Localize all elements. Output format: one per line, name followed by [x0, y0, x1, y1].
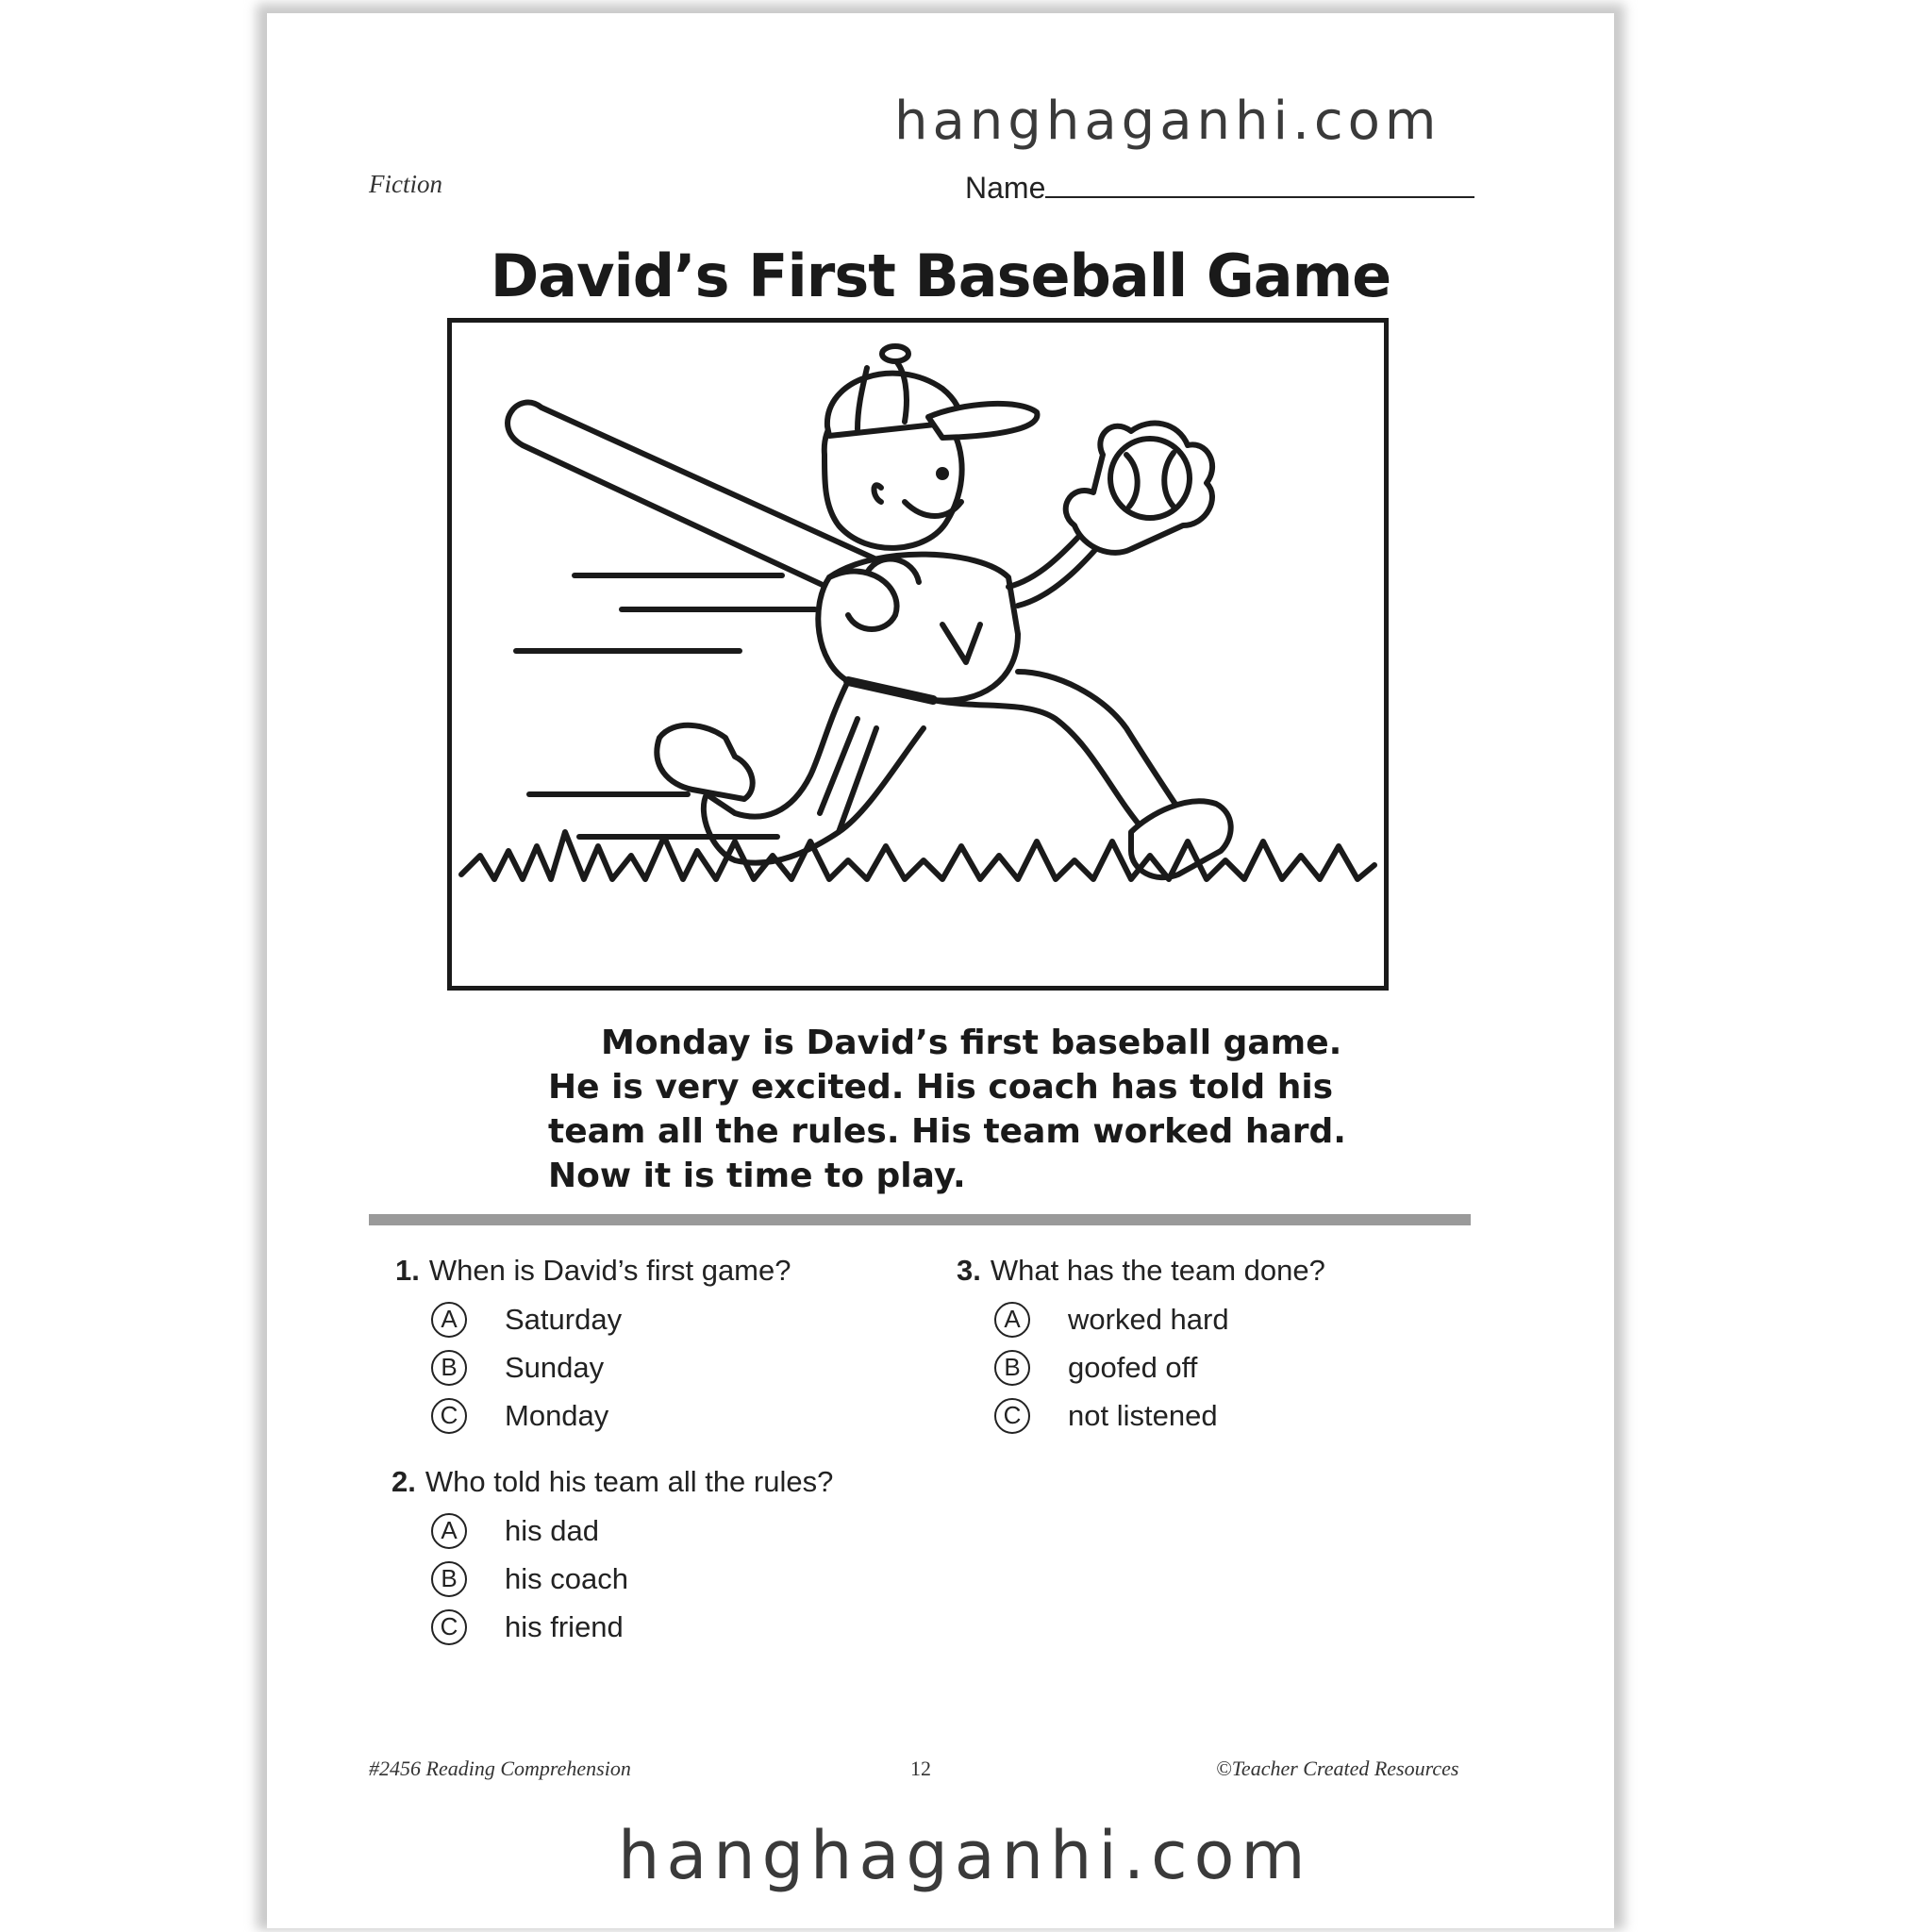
watermark-top: hanghaganhi.com	[894, 91, 1441, 152]
question-1	[395, 1252, 791, 1440]
question-3	[957, 1252, 1325, 1440]
answer-bubble[interactable]: A	[431, 1513, 467, 1549]
genre-label: Fiction	[369, 170, 442, 198]
answer-bubble[interactable]: B	[431, 1350, 467, 1386]
answer-text: his coach	[505, 1561, 628, 1595]
name-label: Name	[965, 171, 1046, 205]
answer-bubble[interactable]: A	[431, 1302, 467, 1338]
footer-page-number: 12	[910, 1757, 931, 1780]
answer-text: Sunday	[505, 1350, 605, 1384]
page-title: David’s First Baseball Game	[490, 242, 1391, 310]
answer-text: worked hard	[1068, 1302, 1229, 1336]
answer-choice[interactable]	[994, 1343, 1325, 1391]
story-line: He is very excited. His coach has told his	[548, 1068, 1334, 1107]
story-passage	[548, 1021, 1346, 1198]
section-divider	[369, 1214, 1471, 1225]
answer-bubble[interactable]: B	[994, 1350, 1030, 1386]
footer-copyright: ©Teacher Created Resources	[1216, 1757, 1459, 1780]
question-number: 2.	[391, 1465, 416, 1498]
story-line: team all the rules. His team worked hard.	[548, 1112, 1346, 1151]
question-text: Who told his team all the rules?	[425, 1465, 834, 1498]
answer-choice[interactable]	[994, 1295, 1325, 1343]
answer-choice[interactable]	[431, 1391, 791, 1440]
answer-bubble[interactable]: C	[431, 1398, 467, 1434]
question-text: When is David’s first game?	[428, 1254, 791, 1287]
story-line: Now it is time to play.	[548, 1157, 966, 1195]
answer-choice[interactable]	[431, 1295, 791, 1343]
answer-text: his dad	[505, 1513, 599, 1547]
question-number: 1.	[395, 1254, 420, 1287]
question-number: 3.	[957, 1254, 981, 1287]
answer-bubble[interactable]: B	[431, 1561, 467, 1597]
answer-bubble[interactable]: C	[994, 1398, 1030, 1434]
question-prompt	[391, 1463, 833, 1501]
answer-text: Monday	[505, 1398, 609, 1432]
footer-book-title: #2456 Reading Comprehension	[369, 1757, 631, 1780]
answer-choice[interactable]	[431, 1555, 833, 1603]
illustration-frame	[447, 318, 1389, 991]
answer-bubble[interactable]: A	[994, 1302, 1030, 1338]
answer-choice[interactable]	[994, 1391, 1325, 1440]
answer-text: not listened	[1068, 1398, 1218, 1432]
baseball-player-running-icon	[452, 323, 1384, 986]
question-text: What has the team done?	[990, 1254, 1325, 1287]
watermark-bottom: hanghaganhi.com	[618, 1817, 1312, 1894]
answer-choice[interactable]	[431, 1507, 833, 1555]
answer-text: his friend	[505, 1609, 624, 1643]
question-prompt	[957, 1252, 1325, 1290]
name-blank-line[interactable]	[1045, 170, 1474, 198]
answer-choice[interactable]	[431, 1343, 791, 1391]
answer-bubble[interactable]: C	[431, 1609, 467, 1645]
answer-choice[interactable]	[431, 1603, 833, 1651]
question-2	[391, 1463, 833, 1651]
name-field[interactable]	[965, 170, 1474, 206]
answer-text: goofed off	[1068, 1350, 1198, 1384]
worksheet-page	[267, 13, 1614, 1928]
story-line: Monday is David’s first baseball game.	[601, 1024, 1342, 1062]
question-prompt	[395, 1252, 791, 1290]
answer-text: Saturday	[505, 1302, 623, 1336]
